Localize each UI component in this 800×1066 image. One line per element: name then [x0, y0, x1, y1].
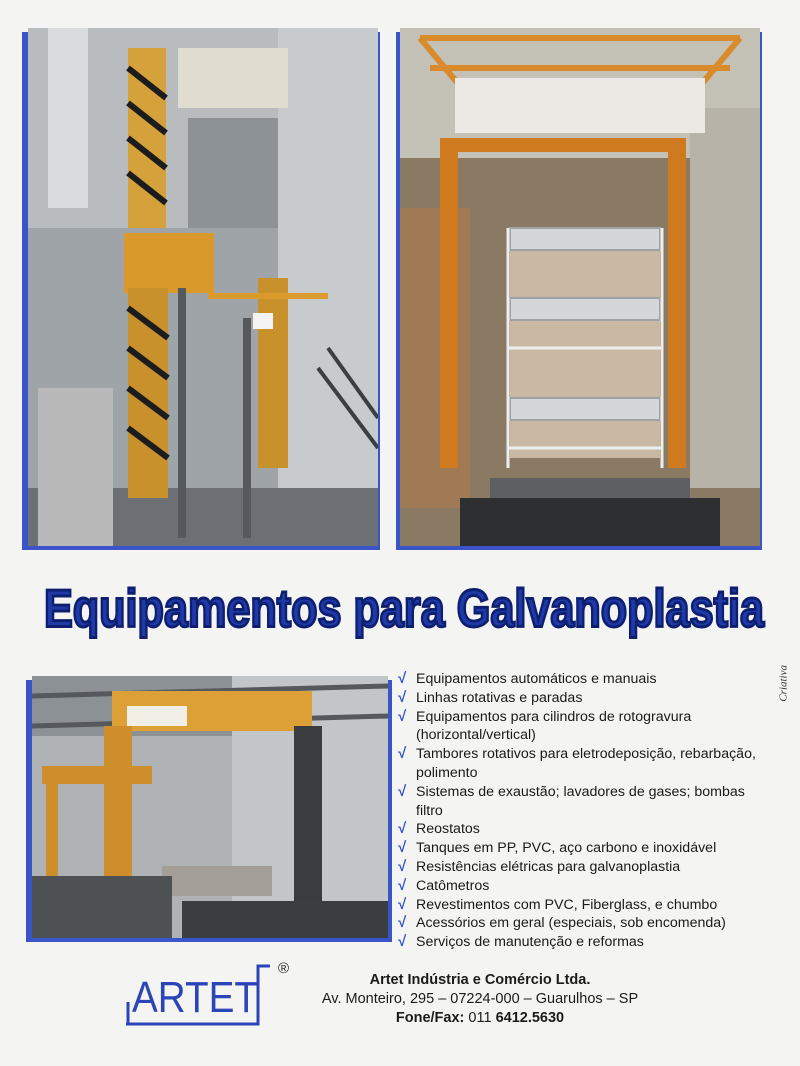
check-icon: √: [398, 782, 407, 800]
check-icon: √: [398, 914, 407, 932]
feature-item: √ Revestimentos com PVC, Fiberglass, e chumbo: [398, 895, 718, 913]
company-name: Artet Indústria e Comércio Ltda.: [369, 972, 591, 988]
feature-item: √ Tanques em PP, PVC, aço carbono e inoxidável: [398, 839, 717, 857]
feature-item: √ Sistemas de exaustão; lavadores de gases; bombas filtro: [398, 782, 745, 819]
check-icon: √: [398, 839, 407, 857]
headline: [30, 578, 770, 640]
check-icon: √: [398, 820, 407, 838]
check-icon: √: [398, 933, 407, 951]
company-address: Av. Monteiro, 295 – 07224-000 – Guarulhos – SP: [321, 991, 639, 1007]
check-icon: √: [398, 895, 407, 913]
logo-text: ARTET: [132, 973, 258, 1022]
feature-item: √ Serviços de manutenção e reformas: [398, 933, 644, 951]
machinery-photo-left: [28, 28, 378, 546]
registered-mark: ®: [278, 960, 290, 977]
feature-item: √ Linhas rotativas e paradas: [398, 688, 583, 706]
company-phone: Fone/Fax: 011 6412.5630: [395, 1010, 565, 1026]
feature-item: √ Reostatos: [398, 820, 480, 838]
check-icon: √: [398, 688, 407, 706]
feature-item: √ Catômetros: [398, 876, 490, 894]
check-icon: √: [398, 670, 407, 687]
side-credit: Criativa: [778, 665, 790, 702]
rack-lift-photo: [400, 28, 760, 546]
feature-list: [398, 670, 768, 952]
feature-item: √ Resistências elétricas para galvanoplastia: [398, 857, 681, 875]
gantry-line-photo: [32, 676, 388, 938]
artet-logo: [126, 962, 276, 1028]
check-icon: √: [398, 876, 407, 894]
check-icon: √: [398, 857, 407, 875]
feature-item: √ Acessórios em geral (especiais, sob encomenda): [398, 914, 726, 932]
check-icon: √: [398, 745, 407, 763]
feature-item: √ Equipamentos para cilindros de rotogravura (horizontal/vertical): [398, 707, 692, 744]
company-info: [320, 972, 640, 1026]
check-icon: √: [398, 707, 407, 725]
feature-item: √ Equipamentos automáticos e manuais: [398, 670, 657, 687]
feature-item: √ Tambores rotativos para eletrodeposição, rebarbação, polimento: [398, 745, 756, 781]
headline-text: Equipamentos para Galvanoplastia: [43, 578, 765, 639]
